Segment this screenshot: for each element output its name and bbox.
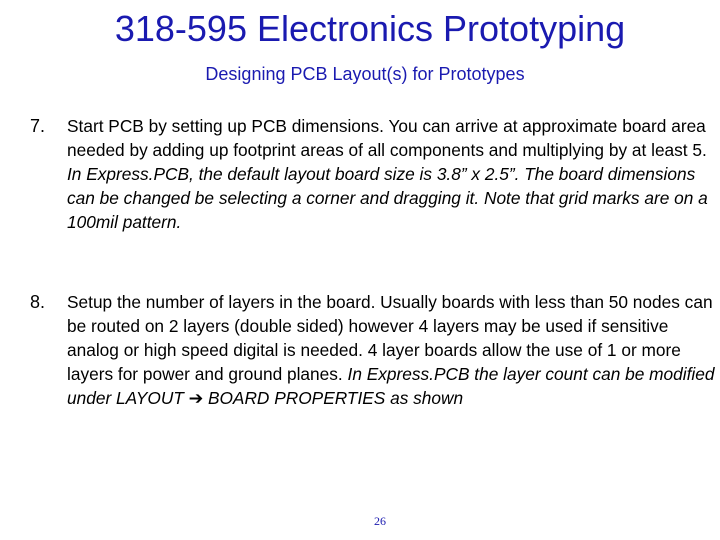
item-text [67,114,717,234]
item-number: 7. [30,116,46,136]
page-number: 26 [374,514,386,528]
item-number: 8. [30,292,46,312]
slide-title: 318-595 Electronics Prototyping [114,8,626,49]
slide-subtitle: Designing PCB Layout(s) for Prototypes [205,64,525,84]
item-text-italic-end: BOARD PROPERTIES as shown [203,388,464,408]
item-text-plain: Start PCB by setting up PCB dimensions. You can arrive at approximate board area needed by adding up footprint areas of all components and multiplying by at least 5. [67,116,707,160]
item-text-plain: Setup the number of layers in the board. Usually boards with less than 50 nodes can be routed on 2 layers (double sided) however 4 layers may be used if sensitive analog or high speed digital is needed. 4 layer boards allow the use of 1 or more layers for power and ground planes. [67,292,713,384]
right-arrow-icon: ➔ [188,388,204,408]
item-text-italic: In Express.PCB the layer count can be modified under LAYOUT [67,364,715,408]
item-text-italic: In Express.PCB, the default layout board size is 3.8” x 2.5”. The board dimensions can be changed be selecting a corner and dragging it. Note that grid marks are on a 100mil pattern. [67,164,708,232]
item-text [67,290,717,410]
